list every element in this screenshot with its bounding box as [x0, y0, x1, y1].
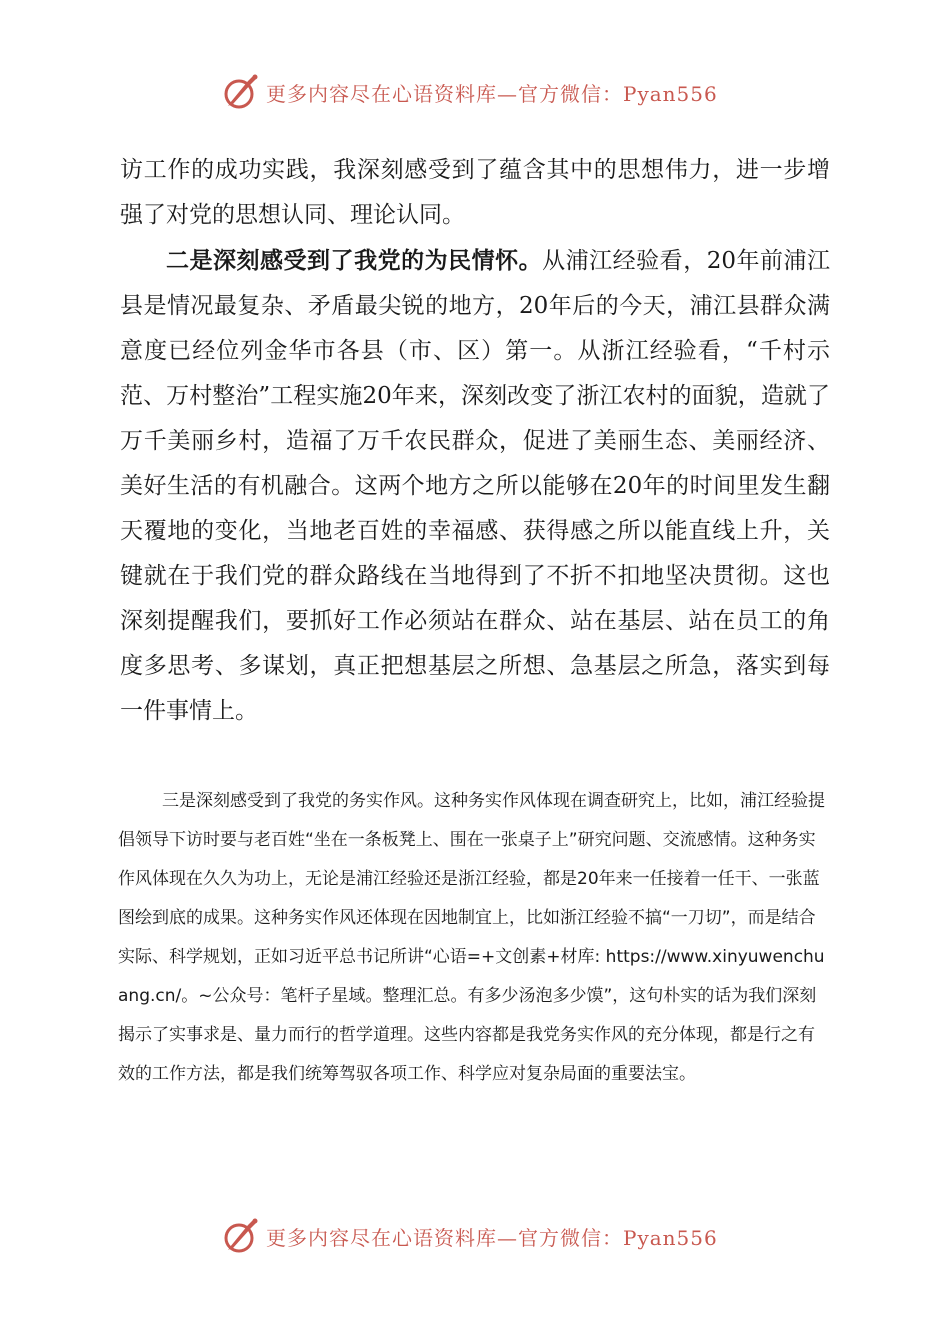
paragraph-3: 三是深刻感受到了我党的务实作风。这种务实作风体现在调查研究上，比如，浦江经验提倡领导下访时要与老百姓“坐在一条板凳上、围在一张桌子上”研究问题、交流感情。这种务实作风体现在久久为功上，无论是浦江经验还是浙江经验，都是20年来一任接着一任干、一张蓝图绘到底的成果。这种务实作风还体现在因地制宜上，比如浙江经验不搞“一刀切”，而是结合实际、科学规划，正如习近平总书记所讲“心语=+文创素+材库: https://www.xinyuwenchuang.cn/。~公众号：笔杆子星域。整理汇总。有多少汤泡多少馍”，这句朴实的话为我们深刻揭示了实事求是、量力而行的哲学道理。这些内容都是我党务实作风的充分体现，都是行之有效的工作方法，都是我们统筹驾驭各项工作、科学应对复杂局面的重要法宝。: [118, 791, 825, 1084]
footer-banner[interactable]: [222, 1214, 718, 1258]
paragraph-2-body: 从浦江经验看，20年前浦江县是情况最复杂、矛盾最尖锐的地方，20年后的今天，浦江县群众满意度已经位列金华市各县（市、区）第一。从浙江经验看，“千村示范、万村整治”工程实施20年来，深刻改变了浙江农村的面貌，造就了万千美丽乡村，造福了万千农民群众，促进了美丽生态、美丽经济、美好生活的有机融合。这两个地方之所以能够在20年的时间里发生翻天覆地的变化，当地老百姓的幸福感、获得感之所以能直线上升，关键就在于我们党的群众路线在当地得到了不折不扣地坚决贯彻。这也深刻提醒我们，要抓好工作必须站在群众、站在基层、站在员工的角度多思考、多谋划，真正把想基层之所想、急基层之所急，落实到每一件事情上。: [120, 248, 830, 724]
footer-banner-text: 更多内容尽在心语资料库—官方微信：Pyan556: [266, 1225, 718, 1250]
paragraph-1: 访工作的成功实践，我深刻感受到了蕴含其中的思想伟力，进一步增强了对党的思想认同、理论认同。: [120, 157, 830, 228]
header-banner-text: 更多内容尽在心语资料库—官方微信：Pyan556: [266, 81, 718, 106]
pen-nib-logo-icon: [222, 72, 262, 112]
paragraph-2: [120, 238, 830, 734]
header-banner[interactable]: [222, 70, 718, 114]
paragraph-2-heading: 二是深刻感受到了我党的为民情怀。: [166, 247, 543, 274]
pen-nib-logo-icon: [222, 1216, 262, 1256]
